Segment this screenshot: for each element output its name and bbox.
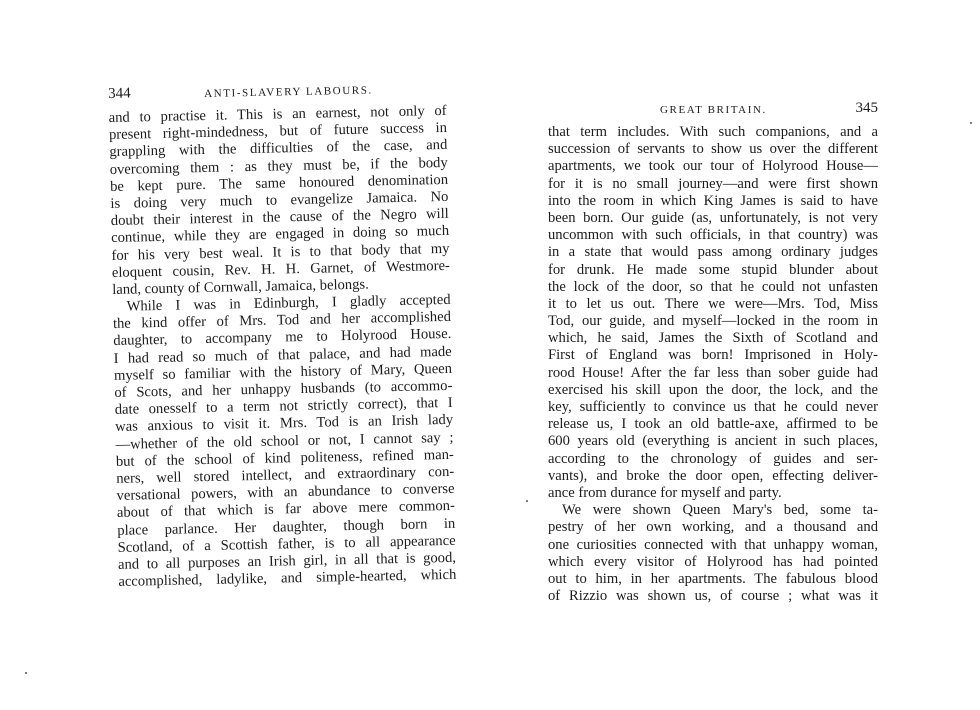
right-page-text-line: succession of servants to show us over the different xyxy=(548,141,878,158)
left-page-text-line: overcoming them : as they must be, if the body xyxy=(109,154,448,178)
left-page-text-line: accomplished, ladylike, and simple-hearted, which xyxy=(118,566,457,590)
right-page-text-line: that term includes. With such companions, and a xyxy=(548,124,878,140)
left-page-text-line: for his very best weal. It is to that body that my xyxy=(111,240,450,264)
left-page-text-line: land, county of Cornwall, Jamaica, belongs. xyxy=(112,276,369,298)
right-page-text-line: the lock of the door, so that he could not unfasten xyxy=(548,278,878,295)
right-page-text-line: Tod, our guide, and myself—locked in the room in xyxy=(548,313,878,330)
right-page-text-line: one curiosities connected with that unhappy woman, xyxy=(548,536,878,553)
right-page-text xyxy=(548,124,878,605)
right-page-text-line: it to let us out. There we were—Mrs. Tod, Miss xyxy=(548,295,878,312)
left-page-text xyxy=(109,103,469,591)
left-page-text-line: continue, while they are engaged in doing so much xyxy=(111,223,450,247)
right-page-text-line: rood House! After the far less than sober guide had xyxy=(548,364,878,381)
left-page-text-line: and to all purposes an Irish girl, in all that is good, xyxy=(117,549,457,573)
right-page-text-line: 600 years old (everything is ancient in such places, xyxy=(548,433,878,450)
left-page-text-line: of Scots, and her unhappy husbands (to accommo- xyxy=(114,377,453,401)
left-page-text-line: I had read so much of that palace, and had made xyxy=(113,343,452,367)
right-page-text-line: for it is no small journey—and were first shown xyxy=(548,175,878,192)
left-page-text-line: the kind offer of Mrs. Tod and her accomplished xyxy=(112,309,452,333)
left-page-text-line: but of the school of kind politeness, refined man- xyxy=(115,446,454,470)
right-page-text-line: vants), and broke the door open, effecting deliver- xyxy=(548,467,878,484)
scan-speck xyxy=(25,672,27,674)
left-page-number: 344 xyxy=(108,85,131,102)
left-page-text-line: about of that which is far above mere common- xyxy=(116,498,456,522)
right-page-text-line: apartments, we took our tour of Holyrood House— xyxy=(548,158,878,175)
right-page-text-line: according to the chronology of guides and ser- xyxy=(548,450,878,467)
right-page-text-line: uncommon with such officials, in that country) was xyxy=(548,227,878,244)
right-running-head xyxy=(548,100,878,122)
left-page-text-line: doubt their interest in the cause of the Negro will xyxy=(110,206,449,230)
scan-speck xyxy=(526,500,528,502)
left-page-text-line: daughter, to accompany me to Holyrood House. xyxy=(113,326,452,350)
right-page-text-line: been born. Our guide (as, unfortunately, is not very xyxy=(548,209,878,226)
right-page-text-line: out to him, in her apartments. The fabulous blood xyxy=(548,570,878,587)
left-page xyxy=(108,79,469,591)
right-page-text-line: First of England was born! Imprisoned in Holy- xyxy=(548,347,878,364)
right-page-text-line: which, he said, James the Sixth of Scotland and xyxy=(548,330,878,347)
right-page-number: 345 xyxy=(855,100,878,116)
left-page-text-line: —whether of the old school or not, I cannot say ; xyxy=(115,429,454,453)
left-page-text-line: Scotland, of a Scottish father, is to all appearance xyxy=(117,532,456,556)
right-page xyxy=(548,100,878,605)
left-page-text-line: place parlance. Her daughter, though born in xyxy=(117,515,456,539)
right-page-text-line: key, sufficiently to convince us that he could never xyxy=(548,399,878,415)
left-page-text-line: date onesself to a term not strictly correct), that I xyxy=(114,395,453,419)
left-page-text-line: ners, well stored intellect, and extraordinary con- xyxy=(116,463,455,487)
right-page-text-line: pestry of her own working, and a thousand and xyxy=(548,519,878,536)
left-page-text-line: While I was in Edinburgh, I gladly accepted xyxy=(126,291,451,315)
right-page-text-line: which every visitor of Holyrood has had pointed xyxy=(548,553,878,570)
left-page-text-line: eloquent cousin, Rev. H. H. Garnet, of Westmore- xyxy=(111,257,451,281)
left-page-text-line: versational powers, with an abundance to converse xyxy=(116,480,455,505)
right-page-text-line: release us, I took an old battle-axe, affirmed to be xyxy=(548,416,878,433)
left-page-text-line: is doing very much to evangelize Jamaica. No xyxy=(110,188,449,212)
left-page-text-line: myself so familiar with the history of Mary, Queen xyxy=(113,360,453,384)
right-page-text-line: into the room in which King James is said to have xyxy=(548,192,878,209)
right-page-text-line: ance from durance for myself and party. xyxy=(548,484,782,501)
right-page-text-line: exercised his skill upon the door, the lock, and the xyxy=(548,381,878,398)
left-page-text-line: and to practise it. This is an earnest, not only of xyxy=(108,102,447,126)
right-page-text-line: of Rizzio was shown us, of course ; what was it xyxy=(548,588,878,605)
right-page-text-line: for drunk. He made some stupid blunder about xyxy=(548,261,878,278)
scan-speck xyxy=(970,122,972,124)
left-page-text-line: was anxious to visit it. Mrs. Tod is an Irish lady xyxy=(114,412,454,436)
right-running-head-title: GREAT BRITAIN. xyxy=(660,104,767,116)
left-page-text-line: grappling with the difficulties of the case, and xyxy=(109,137,448,161)
right-page-text-line: in a state that would pass among ordinary judges xyxy=(548,244,878,261)
left-running-head-title: ANTI-SLAVERY LABOURS. xyxy=(204,84,373,100)
right-page-text-line: We were shown Queen Mary's bed, some ta- xyxy=(562,502,878,519)
left-page-text-line: present right-mindedness, but of future success in xyxy=(108,120,448,144)
left-page-text-line: be kept pure. The same honoured denomination xyxy=(109,171,449,195)
